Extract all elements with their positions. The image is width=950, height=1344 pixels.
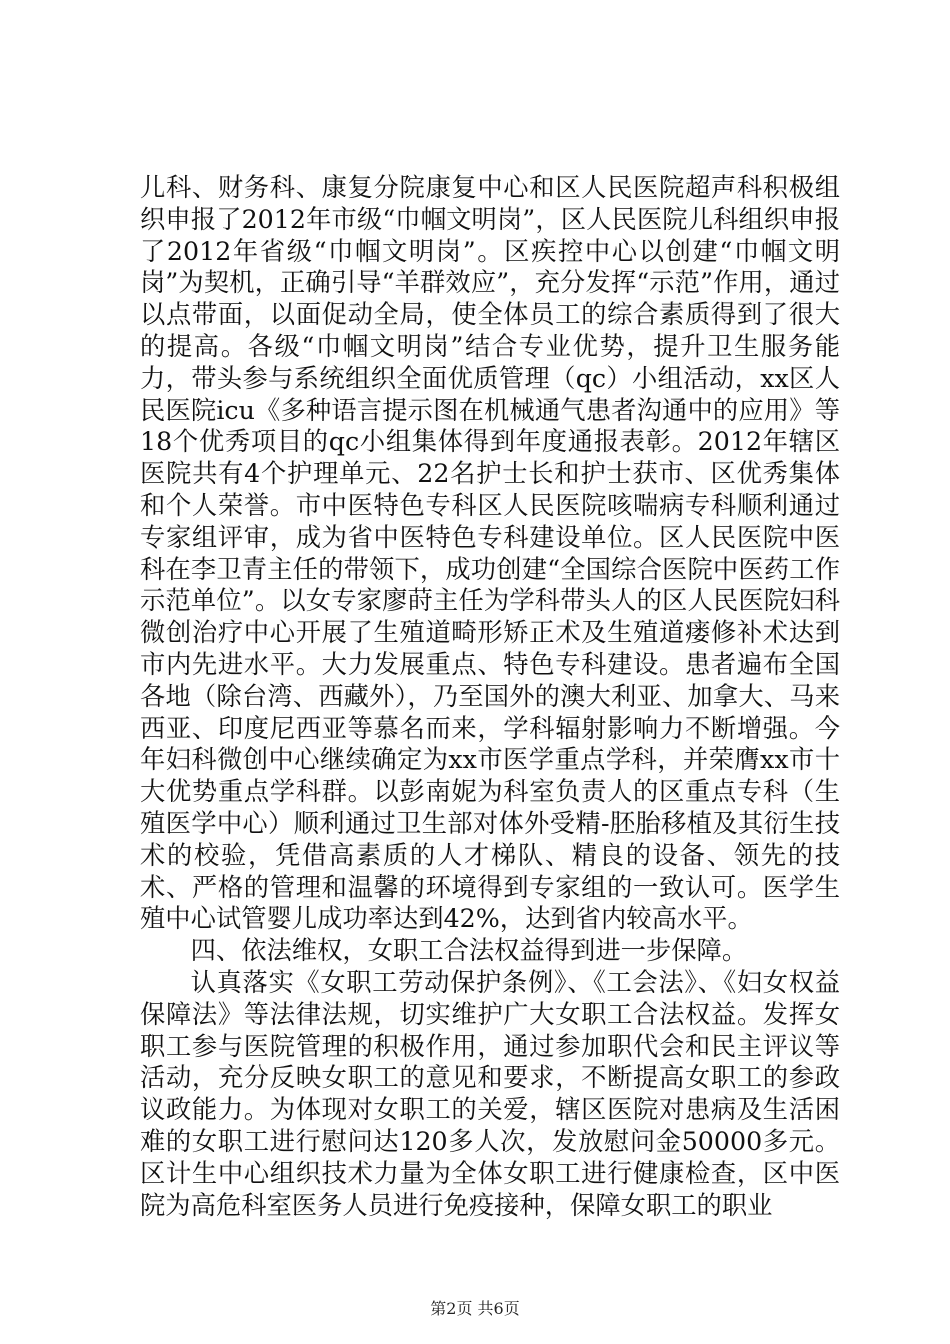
paragraph-rights: 认真落实《女职工劳动保护条例》、《工会法》、《妇女权益保障法》等法律法规，切实维护广大女职工合法权益。发挥女职工参与医院管理的积极作用，通过参加职代会和民主评议等活动，充分反映女职工的意见和要求，不断提高女职工的参政议政能力。为体现对女职工的关爱，辖区医院对患病及生活困难的女职工进行慰问达120多人次，发放慰问金50000多元。区计生中心组织技术力量为全体女职工进行健康检查，区中医院为高危科室医务人员进行免疫接种，保障女职工的职业 xyxy=(140,967,840,1220)
section-heading-rights: 四、依法维权，女职工合法权益得到进一步保障。 xyxy=(190,936,748,966)
paragraph-honors: 儿科、财务科、康复分院康复中心和区人民医院超声科积极组织申报了2012年市级“巾帼文明岗”，区人民医院儿科组织申报了2012年省级“巾帼文明岗”。区疾控中心以创建“巾帼文明岗”为契机，正确引导“羊群效应”，充分发挥“示范”作用，通过以点带面，以面促动全局，使全体员工的综合素质得到了很大的提高。各级“巾帼文明岗”结合专业优势，提升卫生服务能力，带头参与系统组织全面优质管理（qc）小组活动，xx区人民医院icu《多种语言提示图在机械通气患者沟通中的应用》等18个优秀项目的qc小组集体得到年度通报表彰。2012年辖区医院共有4个护理单元、22名护士长和护士获市、区优秀集体和个人荣誉。市中医特色专科区人民医院咳喘病专科顺利通过专家组评审，成为省中医特色专科建设单位。区人民医院中医科在李卫青主任的带领下，成功创建“全国综合医院中医药工作示范单位”。以女专家廖莳主任为学科带头人的区人民医院妇科微创治疗中心开展了生殖道畸形矫正术及生殖道瘘修补术达到市内先进水平。大力发展重点、特色专科建设。患者遍布全国各地（除台湾、西藏外），乃至国外的澳大利亚、加拿大、马来西亚、印度尼西亚等慕名而来，学科辐射影响力不断增强。今年妇科微创中心继续确定为xx市医学重点学科，并荣膺xx市十大优势重点学科群。以彭南妮为科室负责人的区重点专科（生殖医学中心）顺利通过卫生部对体外受精-胚胎移植及其衍生技术的校验，凭借高素质的人才梯队、精良的设备、领先的技术、严格的管理和温馨的环境得到专家组的一致认可。医学生殖中心试管婴儿成功率达到42%，达到省内较高水平。 xyxy=(140,173,840,934)
document-body xyxy=(140,172,840,1221)
page-footer: 第2页 共6页 xyxy=(430,1299,520,1318)
